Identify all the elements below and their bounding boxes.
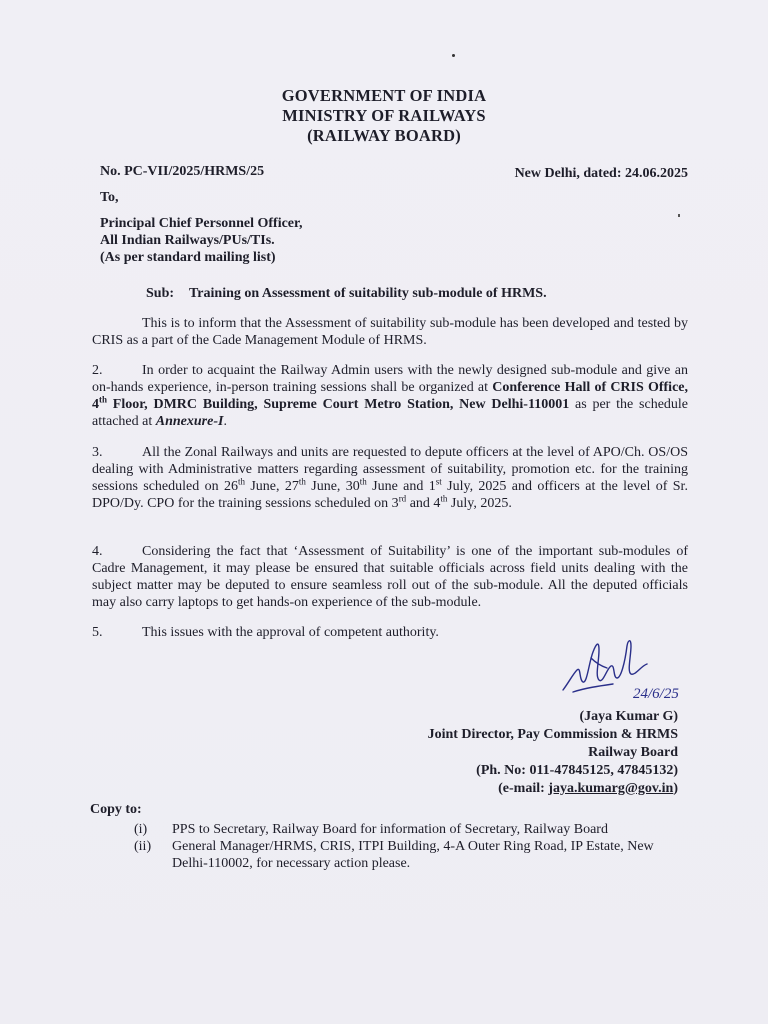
paragraph-3-text-a: All the Zonal Railways and units are requested to depute officers at the level of APO/Ch. OS/OS dealing with Administrative matters regarding assessment of suitability, promotion etc. for the training sessions scheduled on 26 xyxy=(92,445,688,494)
paragraph-1 xyxy=(92,315,688,349)
handwritten-signature xyxy=(555,632,695,714)
sup-th-3: th xyxy=(359,476,367,487)
paragraph-2-number: 2. xyxy=(92,363,103,378)
addressee-line3: (As per standard mailing list) xyxy=(100,250,276,265)
paragraph-2-text-b: as per the schedule attached at xyxy=(92,397,689,429)
letter-number: No. PC-VII/2025/HRMS/25 xyxy=(100,164,265,179)
scan-mark xyxy=(678,214,680,217)
email-link[interactable]: jaya.kumarg@gov.in xyxy=(548,781,674,796)
paragraph-3-number: 3. xyxy=(92,445,103,460)
subject-label: Sub: xyxy=(146,286,175,301)
paragraph-3-text-g: July, 2025. xyxy=(447,496,512,511)
paragraph-3-text-c: June, 30 xyxy=(305,479,360,494)
sup-rd: rd xyxy=(398,493,407,504)
addressee-line1: Principal Chief Personnel Officer, xyxy=(100,216,303,231)
sup-th-4: th xyxy=(440,493,448,504)
paragraph-3-text-d: June and 1 xyxy=(366,479,436,494)
paragraph-2-sup: th xyxy=(99,394,108,405)
paragraph-4-text: Considering the fact that ‘Assessment of Suitability’ is one of the important sub-modules of Cadre Management, it may please be ensured that suitable officials across field units dealing with the subject matter may be deputed to ensure seamless roll out of the sub-module. All the deputed officials may also carry laptops to get hands-on experience of the sub-module. xyxy=(92,544,688,610)
paragraph-5-number: 5. xyxy=(92,625,103,640)
copy-to-label: Copy to: xyxy=(90,802,142,817)
paragraph-2-venue-a: Conference Hall of CRIS Office, 4 xyxy=(92,380,688,412)
copy-to-item-number: (ii) xyxy=(134,839,152,854)
to-label: To, xyxy=(100,190,119,205)
copy-to-item-number: (i) xyxy=(134,822,148,837)
sup-st: st xyxy=(435,476,442,487)
paragraph-2 xyxy=(92,362,688,430)
letter-date: New Delhi, dated: 24.06.2025 xyxy=(514,166,688,181)
signatory-office: Railway Board xyxy=(588,745,678,760)
signatory-email-line xyxy=(428,780,678,798)
copy-to-item-text: PPS to Secretary, Railway Board for information of Secretary, Railway Board xyxy=(172,822,608,837)
paragraph-3-text-b: June, 27 xyxy=(244,479,299,494)
header-board: (RAILWAY BOARD) xyxy=(307,126,461,145)
sup-th-2: th xyxy=(298,476,306,487)
paragraph-3 xyxy=(92,444,688,512)
subject-text: Training on Assessment of suitability sub-module of HRMS. xyxy=(189,286,547,301)
paragraph-2-venue-b: Floor, DMRC Building, Supreme Court Metro Station, New Delhi-110001 xyxy=(107,397,570,412)
paragraph-5-text: This issues with the approval of competent authority. xyxy=(142,625,439,640)
email-label: (e-mail: xyxy=(498,781,549,796)
paragraph-2-end: . xyxy=(223,414,227,429)
paragraph-2-text-a: In order to acquaint the Railway Admin users with the newly designed sub-module and give an on-hands experience, in-person training sessions shall be organized at xyxy=(92,363,688,395)
paragraph-4 xyxy=(92,543,688,611)
email-close: ) xyxy=(673,781,678,796)
signatory-designation: Joint Director, Pay Commission & HRMS xyxy=(427,727,678,742)
paragraph-4-number: 4. xyxy=(92,544,103,559)
annexure-reference: Annexure-I xyxy=(155,414,224,429)
sup-th-1: th xyxy=(237,476,245,487)
scan-speck xyxy=(452,54,455,57)
paragraph-1-text: This is to inform that the Assessment of suitability sub-module has been developed and tested by CRIS as a part of the Cade Management Module of HRMS. xyxy=(92,316,688,348)
signatory-phone: (Ph. No: 011-47845125, 47845132) xyxy=(476,763,678,778)
copy-to-item-text: General Manager/HRMS, CRIS, ITPI Building, 4-A Outer Ring Road, IP Estate, New Delhi-110002, for necessary action please. xyxy=(172,839,654,871)
addressee-line2: All Indian Railways/PUs/TIs. xyxy=(100,233,275,248)
copy-to-item xyxy=(134,821,672,838)
signature-date: 24/6/25 xyxy=(633,686,679,702)
paragraph-3-text-f: and 4 xyxy=(406,496,441,511)
copy-to-item xyxy=(134,838,672,872)
header-govt: GOVERNMENT OF INDIA xyxy=(281,86,487,105)
paragraph-3-text-e: July, 2025 and officers at the level of Sr. DPO/Dy. CPO for the training sessions scheduled on 3 xyxy=(92,479,688,511)
signatory-name: (Jaya Kumar G) xyxy=(579,709,678,724)
header-ministry: MINISTRY OF RAILWAYS xyxy=(282,106,486,125)
signatory-block xyxy=(428,708,678,798)
